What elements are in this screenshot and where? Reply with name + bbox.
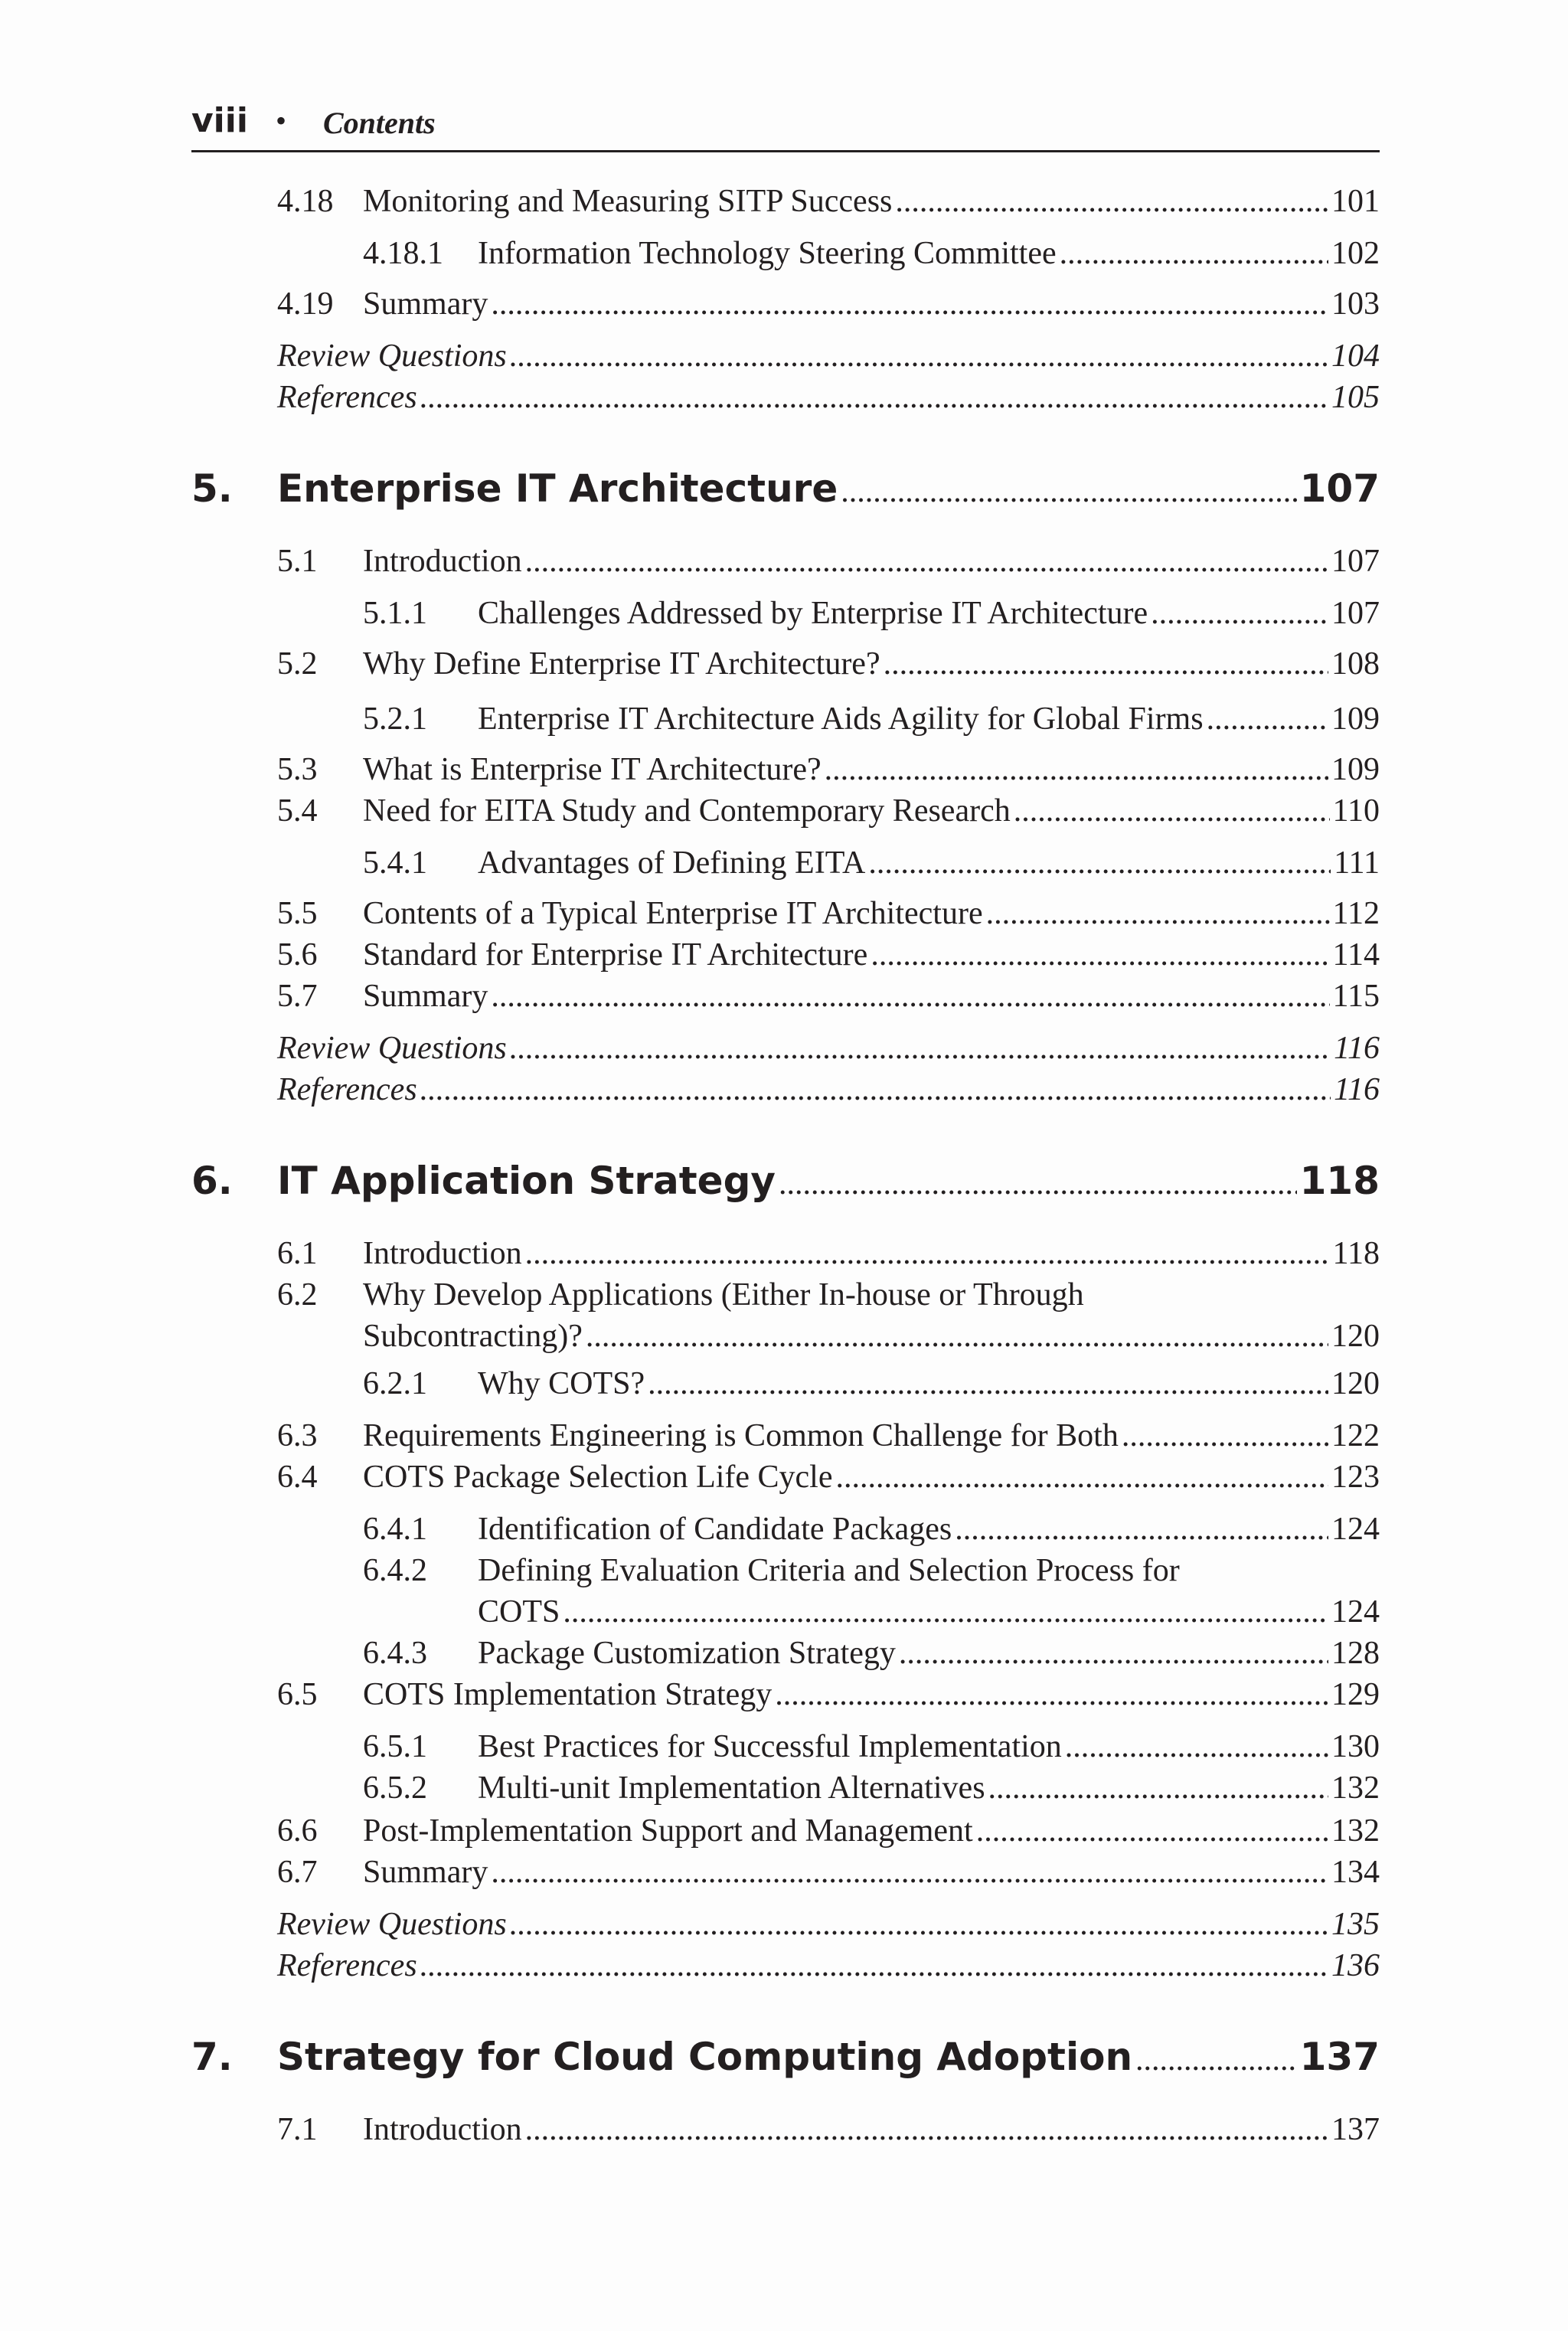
- toc-leader-line: [363, 285, 1380, 323]
- toc-leader-line: [363, 645, 1380, 683]
- toc-page-number: 132: [1331, 1770, 1380, 1806]
- toc-entry-title: Challenges Addressed by Enterprise IT Architecture: [478, 596, 1148, 631]
- toc-page-number: 130: [1331, 1729, 1380, 1764]
- toc-page-number: 124: [1331, 1594, 1380, 1630]
- toc-entry-section: [0, 285, 1568, 331]
- toc-entry-title: Why Define Enterprise IT Architecture?: [363, 646, 880, 682]
- toc-entry-number: 6.2.1: [363, 1366, 427, 1401]
- toc-entry-title: Enterprise IT Architecture Aids Agility for Global Firms: [478, 701, 1204, 737]
- page-number: viii: [191, 101, 248, 140]
- dot-leader: [825, 750, 1328, 789]
- toc-page-number: 134: [1331, 1855, 1380, 1890]
- toc-leader-line: [363, 1812, 1380, 1850]
- toc-entry-title: COTS Package Selection Life Cycle: [363, 1460, 833, 1495]
- toc-leader-line: [478, 1634, 1380, 1672]
- dot-leader: [884, 645, 1328, 683]
- toc-entry-misc: [0, 1071, 1568, 1116]
- toc-entry-number: 6.4.2: [363, 1553, 427, 1588]
- toc-entry-misc: [0, 337, 1568, 383]
- toc-entry-number: 6.7: [277, 1855, 318, 1890]
- toc-page-number: 135: [1331, 1907, 1380, 1942]
- toc-entry-misc: [0, 1947, 1568, 1993]
- toc-leader-line: [277, 466, 1380, 515]
- toc-page-number: 112: [1332, 896, 1380, 931]
- toc-entry-number: 5.3: [277, 752, 318, 787]
- toc-entry-number: 4.18: [277, 184, 334, 219]
- toc-page-number: 132: [1331, 1813, 1380, 1849]
- dot-leader: [955, 1510, 1328, 1548]
- toc-entry-subsection: [0, 1551, 1568, 1636]
- toc-page-number: 129: [1331, 1677, 1380, 1712]
- toc-entry-subsection: [0, 1634, 1568, 1680]
- dot-leader: [836, 1458, 1329, 1496]
- toc-entry-title: Summary: [363, 286, 488, 322]
- toc-page-number: 118: [1332, 1236, 1380, 1271]
- toc-leader-line: [363, 542, 1380, 580]
- toc-leader-line: [277, 1071, 1380, 1109]
- toc-page-number: 107: [1331, 596, 1380, 631]
- dot-leader: [510, 1029, 1331, 1067]
- toc-entry-subsection: [0, 844, 1568, 890]
- toc-leader-line: [363, 792, 1380, 830]
- toc-entry-number: 6.4.1: [363, 1512, 427, 1547]
- dot-leader: [899, 1634, 1328, 1672]
- toc-entry-title: Defining Evaluation Criteria and Selection Process for: [478, 1553, 1180, 1588]
- toc-entry-subsection: [0, 1769, 1568, 1815]
- toc-leader-line: [363, 1458, 1380, 1496]
- dot-leader: [510, 1905, 1328, 1944]
- toc-page-number: 136: [1331, 1948, 1380, 1983]
- toc-page-number: 123: [1331, 1460, 1380, 1495]
- toc-entry-title: IT Application Strategy: [277, 1159, 776, 1203]
- toc-entry-title: Need for EITA Study and Contemporary Research: [363, 793, 1011, 829]
- dot-leader: [841, 469, 1296, 515]
- toc-entry-title: Monitoring and Measuring SITP Success: [363, 184, 893, 219]
- toc-leader-line: [363, 1234, 1380, 1273]
- dot-leader: [779, 1161, 1297, 1207]
- toc-leader-line: [277, 337, 1380, 375]
- toc-leader-line: [277, 1905, 1380, 1944]
- toc-entry-chapter: [0, 2034, 1568, 2080]
- toc-entry-number: 5.7: [277, 979, 318, 1014]
- dot-leader: [895, 182, 1328, 221]
- toc-entry-number: 6.: [191, 1159, 233, 1203]
- toc-entry-title: Introduction: [363, 1236, 522, 1271]
- toc-entry-title: Why Develop Applications (Either In-house or Through: [363, 1277, 1084, 1313]
- dot-leader: [1122, 1417, 1328, 1455]
- toc-entry-number: 7.: [191, 2035, 233, 2079]
- toc-leader-line: [363, 894, 1380, 933]
- dot-leader: [491, 1853, 1328, 1891]
- dot-leader: [586, 1317, 1328, 1355]
- toc-entry-number: 5.2.1: [363, 701, 427, 737]
- toc-leader-line: [478, 1365, 1380, 1403]
- toc-entry-title: Best Practices for Successful Implementation: [478, 1729, 1062, 1764]
- toc-entry-title: Review Questions: [277, 338, 507, 374]
- toc-entry-section: [0, 1276, 1568, 1360]
- toc-page-number: 102: [1331, 236, 1380, 271]
- toc-page-number: 107: [1299, 466, 1380, 511]
- toc-entry-title: Standard for Enterprise IT Architecture: [363, 937, 868, 973]
- toc-entry-section: [0, 1676, 1568, 1721]
- toc-entry-number: 6.4.3: [363, 1636, 427, 1671]
- toc-leader-line: [363, 182, 1380, 221]
- toc-entry-section: [0, 2110, 1568, 2156]
- toc-page-number: 103: [1331, 286, 1380, 322]
- toc-entry-section: [0, 1458, 1568, 1504]
- toc-page-number: 114: [1332, 937, 1380, 973]
- toc-entry-number: 6.6: [277, 1813, 318, 1849]
- toc-entry-subsection: [0, 594, 1568, 640]
- toc-leader-line: [363, 1676, 1380, 1714]
- toc-entry-misc: [0, 1905, 1568, 1951]
- toc-entry-title: Enterprise IT Architecture: [277, 466, 838, 511]
- dot-leader: [420, 1947, 1328, 1985]
- toc-entry-number: 5.2: [277, 646, 318, 682]
- dot-leader: [525, 1234, 1330, 1273]
- toc-entry-number: 5.5: [277, 896, 318, 931]
- dot-leader: [525, 542, 1328, 580]
- toc-entry-title: Information Technology Steering Committee: [478, 236, 1057, 271]
- toc-page-number: 137: [1331, 2112, 1380, 2147]
- dot-leader: [1065, 1728, 1328, 1766]
- toc-entry-title: References: [277, 380, 417, 415]
- dot-leader: [510, 337, 1328, 375]
- dot-leader: [648, 1365, 1328, 1403]
- toc-entry-title: Strategy for Cloud Computing Adoption: [277, 2035, 1133, 2079]
- dot-leader: [988, 1769, 1328, 1807]
- toc-leader-line: [478, 1593, 1380, 1631]
- toc-entry-number: 6.4: [277, 1460, 318, 1495]
- toc-entry-section: [0, 1417, 1568, 1463]
- toc-entry-number: 6.5.2: [363, 1770, 427, 1806]
- header-bullet: •: [276, 103, 287, 138]
- toc-page-number: 110: [1332, 793, 1380, 829]
- dot-leader: [868, 844, 1331, 882]
- dot-leader: [976, 1812, 1328, 1850]
- toc-page-number: 120: [1331, 1366, 1380, 1401]
- toc-entry-number: 6.5: [277, 1677, 318, 1712]
- toc-entry-section: [0, 645, 1568, 691]
- toc-entry-section: [0, 542, 1568, 588]
- toc-entry-number: 4.19: [277, 286, 334, 322]
- toc-page-number: 111: [1334, 845, 1380, 881]
- toc-page-number: 120: [1331, 1319, 1380, 1354]
- toc-entry-section: [0, 1812, 1568, 1858]
- toc-entry-title: Advantages of Defining EITA: [478, 845, 866, 881]
- toc-leader-line: [363, 2110, 1380, 2149]
- toc-entry-title: Requirements Engineering is Common Challenge for Both: [363, 1418, 1119, 1453]
- toc-entry-subsection: [0, 1510, 1568, 1556]
- toc-entry-title: Contents of a Typical Enterprise IT Architecture: [363, 896, 983, 931]
- dot-leader: [1014, 792, 1330, 830]
- toc-entry-section: [0, 792, 1568, 838]
- toc-page-number: 115: [1332, 979, 1380, 1014]
- toc-page-number: 101: [1331, 184, 1380, 219]
- toc-entry-section: [0, 894, 1568, 940]
- dot-leader: [563, 1593, 1328, 1631]
- dot-leader: [1151, 594, 1328, 633]
- toc-page-number: 107: [1331, 544, 1380, 579]
- toc-entry-number: 5.4: [277, 793, 318, 829]
- toc-entry-number: 7.1: [277, 2112, 318, 2147]
- toc-entry-title: Review Questions: [277, 1907, 507, 1942]
- toc-leader-line: [363, 1417, 1380, 1455]
- toc-entry-title: What is Enterprise IT Architecture?: [363, 752, 822, 787]
- dot-leader: [491, 977, 1329, 1015]
- toc-page-number: 128: [1331, 1636, 1380, 1671]
- toc-entry-chapter: [0, 1158, 1568, 1204]
- toc-entry-title: COTS Implementation Strategy: [363, 1677, 773, 1712]
- dot-leader: [1135, 2037, 1297, 2083]
- dot-leader: [775, 1676, 1328, 1714]
- toc-entry-number: 5.6: [277, 937, 318, 973]
- toc-page-number: 105: [1331, 380, 1380, 415]
- toc-entry-number: 6.3: [277, 1418, 318, 1453]
- toc-leader-line: [478, 1728, 1380, 1766]
- toc-entry-subsection: [0, 1365, 1568, 1411]
- toc-page-number: 122: [1331, 1418, 1380, 1453]
- toc-entry-title: Review Questions: [277, 1031, 507, 1066]
- toc-leader-line: [277, 378, 1380, 417]
- toc-page-number: 124: [1331, 1512, 1380, 1547]
- toc-page-number: 137: [1299, 2035, 1380, 2079]
- toc-entry-number: 5.: [191, 466, 233, 511]
- toc-leader-line: [277, 1029, 1380, 1067]
- toc-leader-line: [363, 936, 1380, 974]
- toc-page-number: 104: [1331, 338, 1380, 374]
- toc-entry-title: Summary: [363, 1855, 488, 1890]
- toc-leader-line: [478, 844, 1380, 882]
- toc-entry-subsection: [0, 700, 1568, 746]
- toc-page-number: 109: [1331, 752, 1380, 787]
- toc-leader-line: [478, 234, 1380, 273]
- toc-entry-title-continued: COTS: [478, 1594, 560, 1630]
- toc-entry-section: [0, 1853, 1568, 1899]
- dot-leader: [420, 378, 1328, 417]
- toc-entry-misc: [0, 1029, 1568, 1075]
- toc-page-number: 108: [1331, 646, 1380, 682]
- toc-entry-number: 4.18.1: [363, 236, 443, 271]
- toc-entry-title: Why COTS?: [478, 1366, 645, 1401]
- toc-entry-title: References: [277, 1072, 417, 1107]
- dot-leader: [1060, 234, 1328, 273]
- toc-page-number: 109: [1331, 701, 1380, 737]
- toc-leader-line: [277, 2034, 1380, 2083]
- toc-entry-section: [0, 977, 1568, 1023]
- toc-entry-subsection: [0, 234, 1568, 280]
- toc-page-number: 116: [1334, 1031, 1380, 1066]
- toc-leader-line: [277, 1947, 1380, 1985]
- toc-leader-line: [478, 1510, 1380, 1548]
- toc-entry-section: [0, 936, 1568, 982]
- dot-leader: [1207, 700, 1328, 738]
- toc-entry-misc: [0, 378, 1568, 424]
- dot-leader: [871, 936, 1329, 974]
- toc-entry-number: 5.1.1: [363, 596, 427, 631]
- toc-leader-line: [363, 1317, 1380, 1355]
- toc-leader-line: [277, 1158, 1380, 1207]
- toc-entry-title: Identification of Candidate Packages: [478, 1512, 952, 1547]
- toc-entry-section: [0, 750, 1568, 796]
- toc-entry-number: 5.4.1: [363, 845, 427, 881]
- toc-entry-number: 6.2: [277, 1277, 318, 1313]
- toc-entry-title: Introduction: [363, 2112, 522, 2147]
- toc-leader-line: [363, 977, 1380, 1015]
- toc-entry-number: 6.1: [277, 1236, 318, 1271]
- dot-leader: [525, 2110, 1328, 2149]
- toc-entry-title: References: [277, 1948, 417, 1983]
- toc-leader-line: [478, 594, 1380, 633]
- toc-entry-title: Introduction: [363, 544, 522, 579]
- dot-leader: [491, 285, 1328, 323]
- toc-leader-line: [478, 1769, 1380, 1807]
- dot-leader: [986, 894, 1330, 933]
- header-title: Contents: [323, 106, 436, 140]
- toc-entry-subsection: [0, 1728, 1568, 1774]
- toc-entry-number: 5.1: [277, 544, 318, 579]
- toc-entry-title: Multi-unit Implementation Alternatives: [478, 1770, 985, 1806]
- toc-page-number: 118: [1299, 1159, 1380, 1203]
- toc-entry-title-continued: Subcontracting)?: [363, 1319, 583, 1354]
- toc-entry-chapter: [0, 466, 1568, 512]
- toc-leader-line: [363, 1853, 1380, 1891]
- toc-page-number: 116: [1334, 1072, 1380, 1107]
- dot-leader: [420, 1071, 1331, 1109]
- toc-entry-title: Summary: [363, 979, 488, 1014]
- toc-entry-section: [0, 1234, 1568, 1280]
- toc-entry-title: Package Customization Strategy: [478, 1636, 896, 1671]
- toc-entry-number: 6.5.1: [363, 1729, 427, 1764]
- toc-entry-title: Post-Implementation Support and Management: [363, 1813, 973, 1849]
- toc-entry-section: [0, 182, 1568, 228]
- toc-leader-line: [478, 700, 1380, 738]
- toc-leader-line: [363, 750, 1380, 789]
